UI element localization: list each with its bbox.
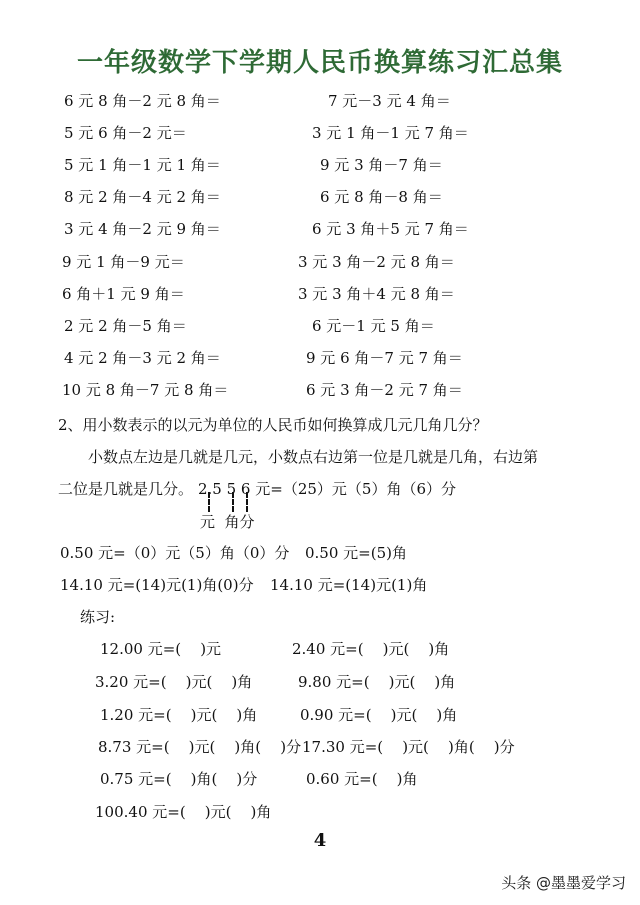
exercise-left: 8 元 2 角－4 元 2 角＝ [64, 188, 221, 206]
exercise-row [0, 122, 640, 146]
section-heading: 2、用小数表示的以元为单位的人民币如何换算成几元几角几分？ [58, 416, 488, 434]
practice-item: 2.40 元=( )元( )角 [292, 640, 450, 658]
exercise-row [0, 283, 640, 307]
practice-item: 12.00 元=( )元 [100, 640, 222, 658]
watermark: 头条 @墨墨爱学习 [501, 874, 626, 892]
exercise-left: 10 元 8 角－7 元 8 角＝ [62, 381, 229, 399]
exercise-row [0, 154, 640, 178]
exercise-right: 6 元 3 角＋5 元 7 角＝ [312, 220, 469, 238]
unit-labels: 元 角分 [200, 513, 255, 531]
exercise-row [0, 379, 640, 403]
exercise-left: 9 元 1 角－9 元＝ [62, 253, 185, 271]
exercise-right: 3 元 1 角－1 元 7 角＝ [312, 124, 469, 142]
example-line: 14.10 元=(14)元(1)角(0)分 [60, 576, 254, 594]
practice-item: 1.20 元=( )元( )角 [100, 706, 258, 724]
example-conversion: 2.5 5 6 元=（25）元（5）角（6）分 [198, 480, 456, 498]
exercise-right: 3 元 3 角－2 元 8 角＝ [298, 253, 455, 271]
exercise-right: 6 元－1 元 5 角＝ [312, 317, 435, 335]
example-line: 0.50 元=(5)角 [305, 544, 407, 562]
exercise-row [0, 218, 640, 242]
exercise-left: 6 角＋1 元 9 角＝ [62, 285, 185, 303]
exercise-row [0, 347, 640, 371]
exercise-right: 7 元－3 元 4 角＝ [328, 92, 451, 110]
page-title: 一年级数学下学期人民币换算练习汇总集 [76, 48, 563, 78]
exercise-right: 9 元 6 角－7 元 7 角＝ [306, 349, 463, 367]
exercise-right: 9 元 3 角－7 角＝ [320, 156, 443, 174]
exercise-right: 3 元 3 角＋4 元 8 角＝ [298, 285, 455, 303]
exercise-left: 5 元 1 角－1 元 1 角＝ [64, 156, 221, 174]
practice-item: 0.90 元=( )元( )角 [300, 706, 458, 724]
practice-item: 8.73 元=( )元( )角( )分 [98, 738, 302, 756]
explanation-line-2: 二位是几就是几分。 [58, 480, 194, 498]
exercise-row [0, 90, 640, 114]
decimal-marker [208, 492, 210, 512]
explanation-line-1: 小数点左边是几就是几元，小数点右边第一位是几就是几角，右边第 [88, 448, 539, 466]
exercise-left: 4 元 2 角－3 元 2 角＝ [64, 349, 221, 367]
page-number: 4 [313, 830, 327, 851]
example-line: 14.10 元=(14)元(1)角 [270, 576, 428, 594]
exercise-left: 5 元 6 角－2 元＝ [64, 124, 187, 142]
practice-item: 100.40 元=( )元( )角 [95, 803, 272, 821]
exercise-left: 2 元 2 角－5 角＝ [64, 317, 187, 335]
exercise-right: 6 元 3 角－2 元 7 角＝ [306, 381, 463, 399]
exercise-right: 6 元 8 角－8 角＝ [320, 188, 443, 206]
example-line: 0.50 元=（0）元（5）角（0）分 [60, 544, 290, 562]
exercise-row [0, 315, 640, 339]
practice-item: 3.20 元=( )元( )角 [95, 673, 253, 691]
exercise-left: 6 元 8 角－2 元 8 角＝ [64, 92, 221, 110]
practice-item: 0.75 元=( )角( )分 [100, 770, 258, 788]
practice-item: 0.60 元=( )角 [306, 770, 418, 788]
exercise-row [0, 251, 640, 275]
practice-item: 9.80 元=( )元( )角 [298, 673, 456, 691]
exercise-left: 3 元 4 角－2 元 9 角＝ [64, 220, 221, 238]
decimal-marker [232, 492, 234, 512]
decimal-marker [246, 492, 248, 512]
exercise-row [0, 186, 640, 210]
practice-label: 练习: [80, 608, 116, 626]
practice-item: 17.30 元=( )元( )角( )分 [302, 738, 515, 756]
